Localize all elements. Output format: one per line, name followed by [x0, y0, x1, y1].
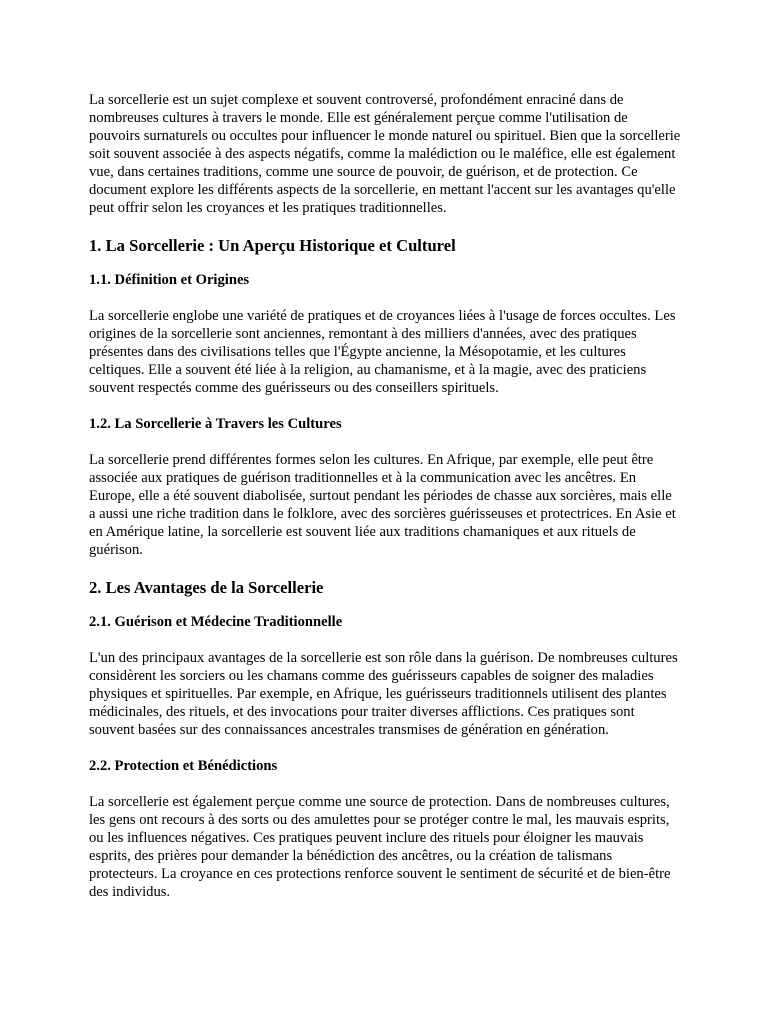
subsection-2-1-paragraph: L'un des principaux avantages de la sorcellerie est son rôle dans la guérison. De nombreuses cultures considèrent les sorciers ou les chamans comme des guérisseurs capables de soigner des maladies physiques et spirituelles. Par exemple, en Afrique, les guérisseurs traditionnels utilisent des plantes médicinales, des rituels, et des invocations pour traiter diverses afflictions. Ces pratiques sont souvent basées sur des connaissances ancestrales transmises de génération en génération. [89, 650, 678, 738]
document-page [89, 91, 681, 901]
subsection-1-2-paragraph: La sorcellerie prend différentes formes selon les cultures. En Afrique, par exemple, elle peut être associée aux pratiques de guérison traditionnelles et à la communication avec les ancêtres. En Europe, elle a été souvent diabolisée, surtout pendant les périodes de chasse aux sorcières, mais elle a aussi une riche tradition dans le folklore, avec des sorcières guérisseuses et protectrices. En Asie et en Amérique latine, la sorcellerie est souvent liée aux traditions chamaniques et aux rituels de guérison. [89, 452, 676, 558]
section-2-heading: 2. Les Avantages de la Sorcellerie [89, 578, 324, 597]
subsection-1-1-heading: 1.1. Définition et Origines [89, 272, 250, 288]
subsection-2-1-heading: 2.1. Guérison et Médecine Traditionnelle [89, 614, 343, 630]
intro-paragraph: La sorcellerie est un sujet complexe et souvent controversé, profondément enraciné dans de nombreuses cultures à travers le monde. Elle est généralement perçue comme l'utilisation de pouvoirs surnaturels ou occultes pour influencer le monde naturel ou spirituel. Bien que la sorcellerie soit souvent associée à des aspects négatifs, comme la malédiction ou le maléfice, elle est également vue, dans certaines traditions, comme une source de pouvoir, de guérison, et de protection. Ce document explore les différents aspects de la sorcellerie, en mettant l'accent sur les avantages qu'elle peut offrir selon les croyances et les pratiques traditionnelles. [89, 92, 681, 216]
subsection-2-2-paragraph: La sorcellerie est également perçue comme une source de protection. Dans de nombreuses cultures, les gens ont recours à des sorts ou des amulettes pour se protéger contre le mal, les mauvais esprits, ou les influences négatives. Ces pratiques peuvent inclure des rituels pour éloigner les mauvais esprits, des prières pour demander la bénédiction des ancêtres, ou la création de talismans protecteurs. La croyance en ces protections renforce souvent le sentiment de sécurité et de bien-être des individus. [89, 794, 671, 900]
section-1-heading: 1. La Sorcellerie : Un Aperçu Historique et Culturel [89, 236, 456, 255]
subsection-1-2-heading: 1.2. La Sorcellerie à Travers les Cultures [89, 416, 342, 432]
subsection-2-2-heading: 2.2. Protection et Bénédictions [89, 758, 278, 774]
subsection-1-1-paragraph: La sorcellerie englobe une variété de pratiques et de croyances liées à l'usage de forces occultes. Les origines de la sorcellerie sont anciennes, remontant à des milliers d'années, avec des pratiques présentes dans des civilisations telles que l'Égypte ancienne, la Mésopotamie, et les cultures celtiques. Elle a souvent été liée à la religion, au chamanisme, et à la magie, avec des praticiens souvent respectés comme des guérisseurs ou des conseillers spirituels. [89, 308, 676, 396]
